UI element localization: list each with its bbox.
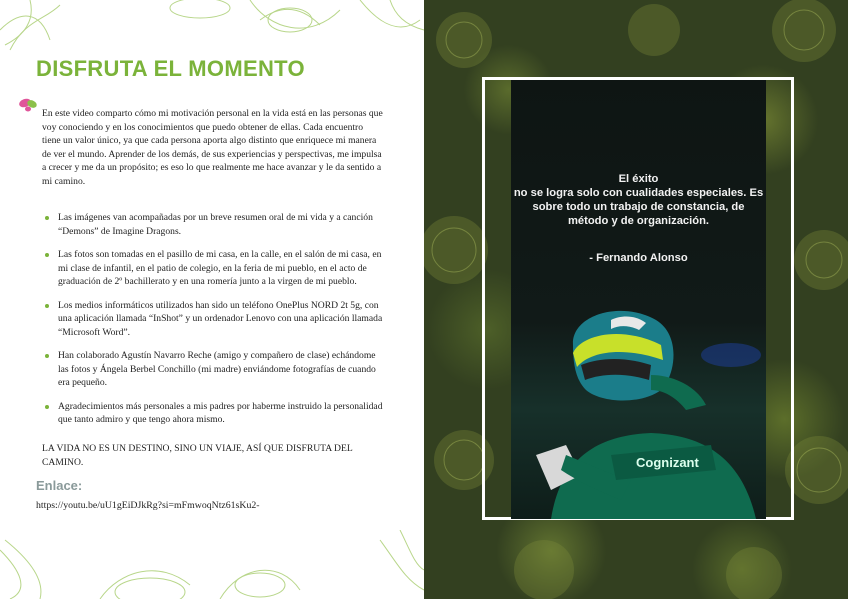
page-title: DISFRUTA EL MOMENTO [36, 56, 305, 81]
flower-bullet-icon [18, 96, 40, 116]
intro-paragraph: En este video comparto cómo mi motivación personal en la vida está en las personas que voy conociendo y en los conocimientos que puedo obtener de ellas. Cada encuentro tiene un valor único, ya que cada persona aporta algo distinto que enriquece mi manera de ver el mundo. Aprender de los demás, de sus experiencias y perspectivas, me impulsa a crecer y me da un propósito; es eso lo que realmente me hace avanzar y le da sentido a mi camino. [42, 108, 383, 187]
closing-statement: LA VIDA NO ES UN DESTINO, SINO UN VIAJE, ASÍ QUE DISFRUTA DEL CAMINO. [42, 443, 353, 468]
quote-author: - Fernando Alonso [589, 252, 688, 264]
list-item: Han colaborado Agustín Navarro Reche (amigo y compañero de clase) echándome las fotos y Ángela Berbel Conchillo (mi madre) enviándome fotografías de cuando era pequeño. [42, 349, 384, 390]
list-item: Los medios informáticos utilizados han sido un teléfono OnePlus NORD 2t 5g, con una aplicación llamada “InShot” y un ordenador Lenovo con una aplicación llamada “Microsoft Word”. [42, 299, 384, 340]
link-label: Enlace: [36, 478, 83, 493]
floral-decoration-bottom [0, 530, 424, 599]
quote-photo [511, 80, 766, 519]
list-item: Las imágenes van acompañadas por un breve resumen oral de mi vida y a canción “Demons” de Imagine Dragons. [42, 211, 384, 238]
list-item: Agradecimientos más personales a mis padres por haberme instruido la personalidad que tanto admiro y que tengo ahora mismo. [42, 400, 384, 427]
race-driver-illustration [511, 305, 766, 519]
video-link[interactable]: https://youtu.be/uU1gEiDJkRg?si=mFmwoqNtz61sKu2- [36, 500, 260, 511]
suit-sponsor-text: Cognizant [636, 455, 699, 470]
list-item: Las fotos son tomadas en el pasillo de mi casa, en la calle, en el salón de mi casa, en mi clase de infantil, en el patio de colegio, en la feria de mi pueblo, en el acto de graduación de 2º bachillerato y en una romería junto a la virgen de mi pueblo. [42, 248, 384, 289]
floral-decoration-top-left [0, 0, 424, 60]
details-list [42, 211, 384, 437]
quote-text: El éxito no se logra solo con cualidades especiales. Es sobre todo un trabajo de constancia, de método y de organización. [513, 173, 764, 227]
